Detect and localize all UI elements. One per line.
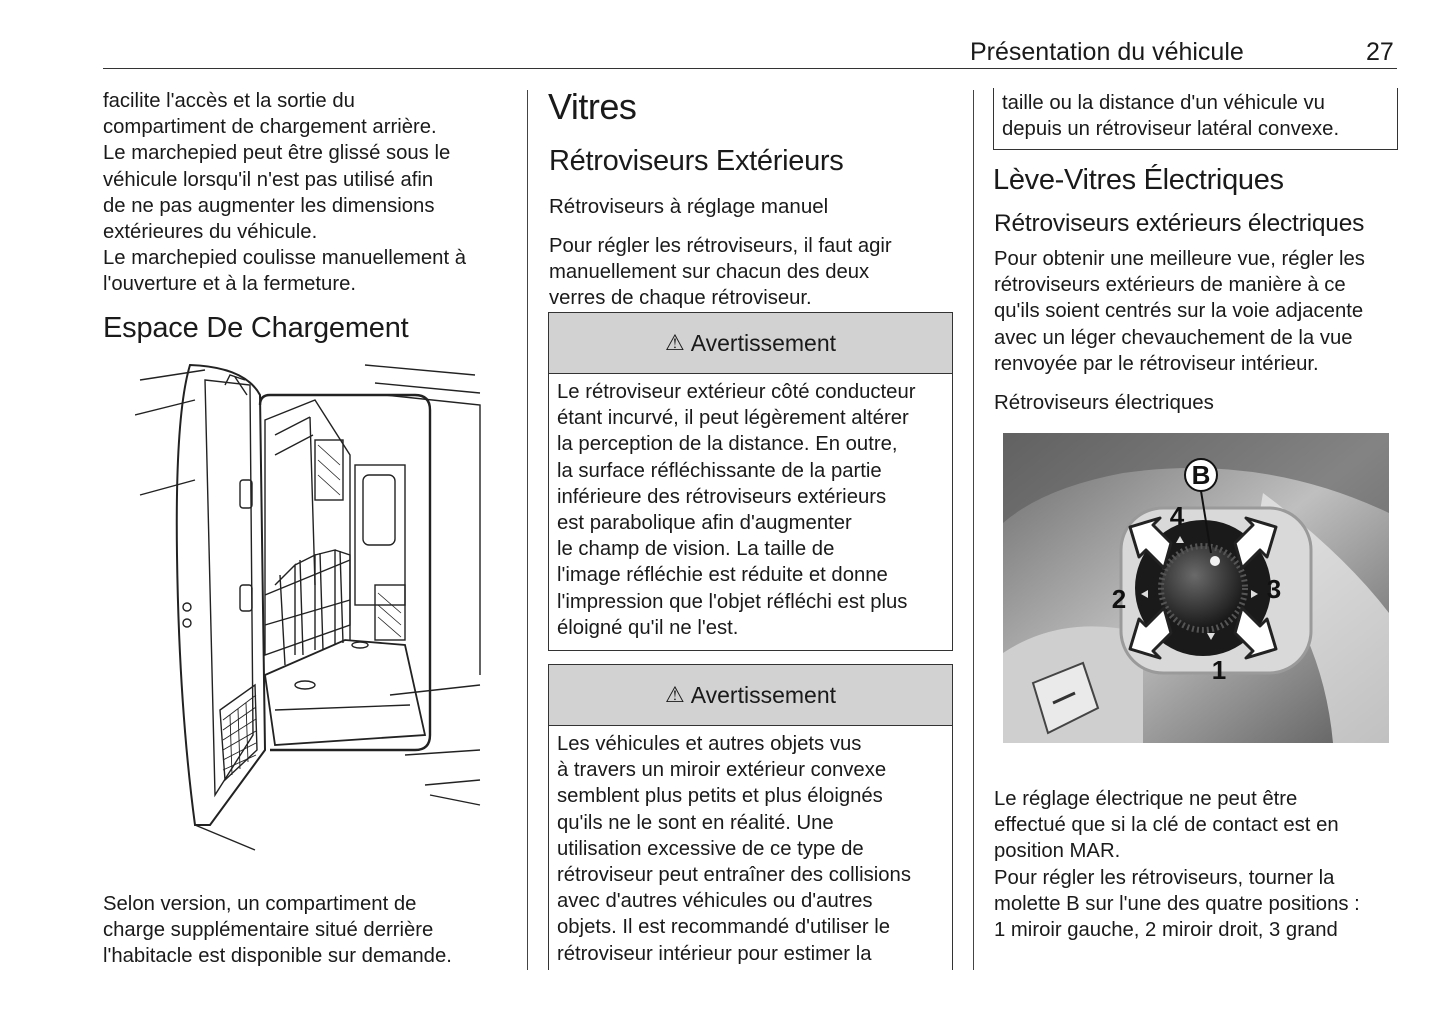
page-number: 27: [1366, 38, 1394, 66]
text-line: l'image réfléchie est réduite et donne: [557, 564, 888, 587]
text-line: compartiment de chargement arrière.: [103, 116, 437, 139]
text-line: inférieure des rétroviseurs extérieurs: [557, 485, 887, 508]
text-line: la surface réfléchissante de la partie: [557, 459, 882, 482]
warning-triangle-icon: ⚠: [664, 330, 685, 355]
text-line: Le marchepied coulisse manuellement à: [103, 247, 467, 270]
text-line: la perception de la distance. En outre,: [557, 433, 898, 456]
column-divider: [527, 90, 528, 970]
text-line: 1 miroir gauche, 2 miroir droit, 3 grand: [994, 919, 1338, 942]
warning-text: [549, 726, 952, 967]
text-line: taille ou la distance d'un véhicule vu: [1002, 92, 1325, 114]
text-line: effectué que si la clé de contact est en: [994, 814, 1339, 837]
text-line: manuellement sur chacun des deux: [549, 261, 870, 284]
callout-4: 4: [1169, 501, 1185, 531]
text-line: Le rétroviseur extérieur côté conducteur: [557, 381, 916, 403]
text-line: Le réglage électrique ne peut être: [994, 788, 1298, 810]
header-rule: [103, 68, 1397, 69]
callout-1: 1: [1211, 655, 1227, 685]
text-line: avec un léger chevauchement de la vue: [994, 326, 1353, 349]
electric-adjust-paragraph: [994, 786, 1404, 943]
text-line: Pour régler les rétroviseurs, tourner la: [994, 866, 1335, 889]
column-divider: [973, 90, 974, 970]
text-line: étant incurvé, il peut légèrement altérer: [557, 407, 909, 430]
text-line: rétroviseurs extérieurs de manière à ce: [994, 274, 1346, 297]
text-line: semblent plus petits et plus éloignés: [557, 785, 883, 808]
section-heading-cargo: Espace De Chargement: [103, 312, 409, 344]
warning-title: Avertissement: [690, 681, 837, 708]
subsection-heading-electric-mirrors: Rétroviseurs extérieurs électriques: [994, 210, 1365, 237]
text-line: l'ouverture et à la fermeture.: [103, 273, 357, 296]
text-line: éloigné qu'il ne l'est.: [557, 616, 739, 639]
text-line: qu'ils ne le sont en réalité. Une: [557, 811, 834, 834]
text-line: objets. Il est recommandé d'utiliser le: [557, 916, 891, 939]
text-line: facilite l'accès et la sortie du: [103, 90, 355, 112]
text-line: molette B sur l'une des quatre positions :: [994, 892, 1360, 915]
callout-b: B: [1191, 460, 1211, 490]
subsubsection-title-manuel: Rétroviseurs à réglage manuel: [549, 195, 829, 218]
text-line: Les véhicules et autres objets vus: [557, 733, 862, 755]
text-line: rétroviseur intérieur pour estimer la: [557, 942, 872, 965]
text-line: extérieures du véhicule.: [103, 221, 318, 244]
text-line: rétroviseur peut entraîner des collisions: [557, 864, 911, 887]
text-line: utilisation excessive de ce type de: [557, 837, 864, 860]
subsection-title-retroviseurs: Rétroviseurs Extérieurs: [549, 145, 844, 177]
callout-3: 3: [1266, 574, 1282, 604]
mirror-control-photo: [1003, 433, 1389, 743]
text-line: l'habitacle est disponible sur demande.: [103, 945, 452, 968]
callout-2: 2: [1111, 584, 1127, 614]
text-line: véhicule lorsqu'il n'est pas utilisé afin: [103, 168, 434, 191]
text-line: position MAR.: [994, 840, 1121, 863]
running-header-title: Présentation du véhicule: [970, 38, 1244, 66]
subsubsection-heading-electric: Rétroviseurs électriques: [994, 391, 1214, 414]
warning-header: [549, 313, 952, 374]
cargo-space-illustration: [135, 355, 485, 855]
text-line: qu'ils soient centrés sur la voie adjacente: [994, 300, 1364, 323]
text-line: verres de chaque rétroviseur.: [549, 287, 812, 310]
manual-adjust-paragraph: [549, 233, 959, 312]
warning-box: [548, 312, 953, 651]
text-line: de ne pas augmenter les dimensions: [103, 194, 435, 217]
column-1: [103, 88, 513, 298]
text-line: est parabolique afin d'augmenter: [557, 512, 852, 535]
warning-title: Avertissement: [690, 329, 837, 356]
text-line: Pour régler les rétroviseurs, il faut agir: [549, 235, 892, 257]
text-line: à travers un miroir extérieur convexe: [557, 759, 887, 782]
warning-box-continued: [993, 88, 1398, 150]
text-line: renvoyée par le rétroviseur intérieur.: [994, 352, 1319, 375]
warning-box: [548, 664, 953, 970]
text-line: le champ de vision. La taille de: [557, 538, 835, 561]
text-line: Selon version, un compartiment de: [103, 893, 417, 915]
section-heading-leve-vitres: Lève-Vitres Électriques: [993, 164, 1284, 196]
electric-mirror-paragraph: [994, 246, 1404, 377]
text-line: l'impression que l'objet réfléchi est plus: [557, 590, 908, 613]
text-line: Le marchepied peut être glissé sous le: [103, 142, 451, 165]
outro-paragraph: [103, 891, 513, 970]
text-line: charge supplémentaire situé derrière: [103, 919, 434, 942]
text-line: Pour obtenir une meilleure vue, régler les: [994, 248, 1365, 270]
section-title-vitres: Vitres: [548, 86, 637, 127]
warning-text: [549, 374, 952, 641]
intro-paragraph: [103, 88, 513, 298]
text-line: avec d'autres véhicules ou d'autres: [557, 890, 873, 913]
warning-header: [549, 665, 952, 726]
warning-triangle-icon: ⚠: [664, 682, 685, 707]
text-line: depuis un rétroviseur latéral convexe.: [1002, 118, 1340, 141]
warning-text: [1002, 90, 1389, 142]
